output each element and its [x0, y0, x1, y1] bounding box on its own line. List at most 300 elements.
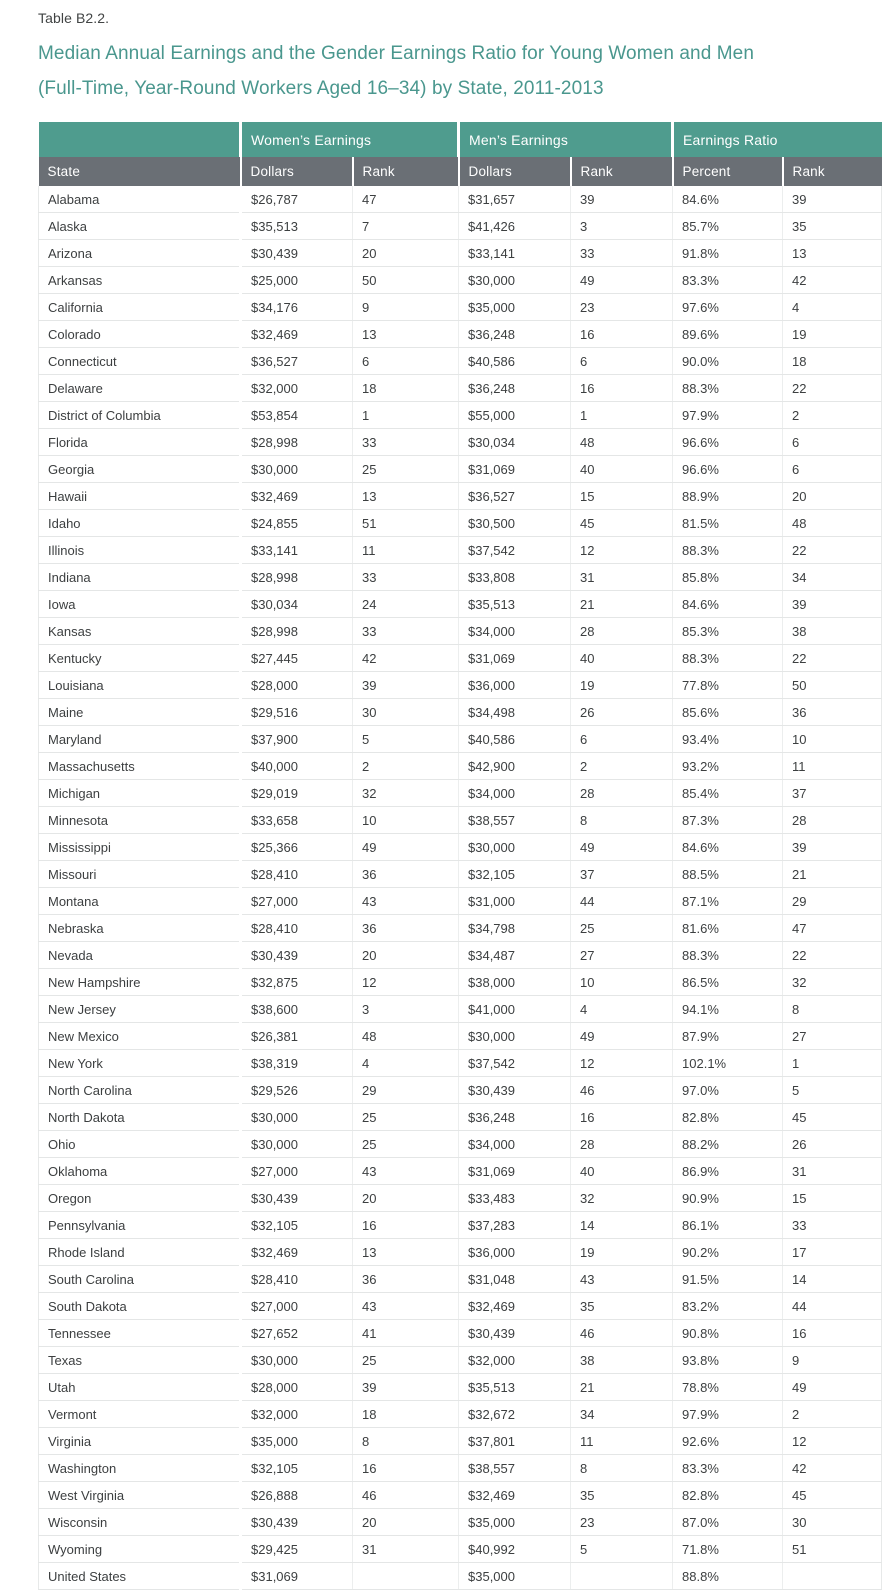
value-cell: $29,516	[241, 699, 353, 726]
value-cell: 39	[783, 591, 882, 618]
column-header-percent-5: Percent	[673, 157, 783, 186]
value-cell: 35	[783, 213, 882, 240]
table-row-vermont	[39, 1401, 882, 1428]
value-cell: 13	[353, 483, 459, 510]
value-cell: $32,105	[241, 1455, 353, 1482]
value-cell: 6	[571, 348, 673, 375]
value-cell: 13	[353, 321, 459, 348]
value-cell: 51	[353, 510, 459, 537]
table-row-connecticut	[39, 348, 882, 375]
value-cell: 44	[571, 888, 673, 915]
value-cell: $34,487	[459, 942, 571, 969]
state-cell: New Mexico	[39, 1023, 241, 1050]
value-cell: 6	[783, 429, 882, 456]
state-cell: New Jersey	[39, 996, 241, 1023]
value-cell: $34,498	[459, 699, 571, 726]
value-cell: 82.8%	[673, 1104, 783, 1131]
value-cell: 92.6%	[673, 1428, 783, 1455]
state-cell: Maryland	[39, 726, 241, 753]
value-cell: $29,526	[241, 1077, 353, 1104]
value-cell: 8	[353, 1428, 459, 1455]
value-cell: 9	[783, 1347, 882, 1374]
value-cell: $32,875	[241, 969, 353, 996]
value-cell: $30,034	[459, 429, 571, 456]
table-row-new-hampshire	[39, 969, 882, 996]
value-cell: 38	[571, 1347, 673, 1374]
value-cell: 50	[353, 267, 459, 294]
value-cell: 42	[783, 1455, 882, 1482]
state-cell: Texas	[39, 1347, 241, 1374]
state-cell: Iowa	[39, 591, 241, 618]
value-cell: $35,000	[459, 1563, 571, 1590]
value-cell: $33,141	[241, 537, 353, 564]
value-cell: 37	[571, 861, 673, 888]
value-cell: 22	[783, 942, 882, 969]
value-cell: $32,672	[459, 1401, 571, 1428]
table-row-north-carolina	[39, 1077, 882, 1104]
value-cell: 25	[353, 1131, 459, 1158]
value-cell: 31	[783, 1158, 882, 1185]
table-row-maine	[39, 699, 882, 726]
value-cell: 89.6%	[673, 321, 783, 348]
value-cell: 96.6%	[673, 456, 783, 483]
value-cell: 4	[353, 1050, 459, 1077]
state-cell: Montana	[39, 888, 241, 915]
value-cell: 27	[783, 1023, 882, 1050]
value-cell: $28,998	[241, 618, 353, 645]
value-cell: 25	[353, 456, 459, 483]
value-cell: 16	[571, 375, 673, 402]
value-cell: $38,319	[241, 1050, 353, 1077]
value-cell: $30,000	[459, 267, 571, 294]
value-cell: $27,000	[241, 888, 353, 915]
value-cell: 83.3%	[673, 1455, 783, 1482]
value-cell: 14	[571, 1212, 673, 1239]
page-title-line2: (Full-Time, Year-Round Workers Aged 16–34) by State, 2011-2013	[38, 78, 604, 99]
value-cell: 48	[783, 510, 882, 537]
value-cell: 17	[783, 1239, 882, 1266]
state-cell: Oklahoma	[39, 1158, 241, 1185]
value-cell: $36,248	[459, 321, 571, 348]
value-cell: $33,141	[459, 240, 571, 267]
column-header-dollars-1: Dollars	[241, 157, 353, 186]
value-cell: $24,855	[241, 510, 353, 537]
column-header-row	[39, 157, 882, 186]
value-cell: $37,801	[459, 1428, 571, 1455]
value-cell: $28,000	[241, 1374, 353, 1401]
value-cell: 97.9%	[673, 1401, 783, 1428]
value-cell: 81.5%	[673, 510, 783, 537]
state-cell: Kansas	[39, 618, 241, 645]
value-cell: $28,998	[241, 564, 353, 591]
state-cell: Georgia	[39, 456, 241, 483]
value-cell: 36	[353, 1266, 459, 1293]
table-row-florida	[39, 429, 882, 456]
value-cell: $30,439	[459, 1077, 571, 1104]
value-cell: $30,439	[241, 240, 353, 267]
value-cell: 28	[783, 807, 882, 834]
value-cell: $55,000	[459, 402, 571, 429]
table-row-pennsylvania	[39, 1212, 882, 1239]
group-header-men-s-earnings: Men’s Earnings	[459, 122, 673, 157]
table-row-rhode-island	[39, 1239, 882, 1266]
table-row-arizona	[39, 240, 882, 267]
state-cell: Arkansas	[39, 267, 241, 294]
value-cell: $34,000	[459, 618, 571, 645]
value-cell: 23	[571, 294, 673, 321]
value-cell: 45	[783, 1104, 882, 1131]
value-cell: 41	[353, 1320, 459, 1347]
value-cell: 16	[783, 1320, 882, 1347]
table-row-idaho	[39, 510, 882, 537]
value-cell: 50	[783, 672, 882, 699]
value-cell: $35,000	[241, 1428, 353, 1455]
value-cell: 49	[571, 834, 673, 861]
table-row-nebraska	[39, 915, 882, 942]
state-cell: California	[39, 294, 241, 321]
value-cell: $40,586	[459, 726, 571, 753]
value-cell: $38,000	[459, 969, 571, 996]
value-cell: 18	[353, 1401, 459, 1428]
value-cell: 46	[571, 1077, 673, 1104]
value-cell: $32,000	[459, 1347, 571, 1374]
table-row-united-states	[39, 1563, 882, 1590]
value-cell: 49	[783, 1374, 882, 1401]
value-cell: 20	[353, 942, 459, 969]
value-cell: $25,000	[241, 267, 353, 294]
value-cell: 8	[783, 996, 882, 1023]
table-row-massachusetts	[39, 753, 882, 780]
value-cell: 43	[571, 1266, 673, 1293]
state-cell: Nebraska	[39, 915, 241, 942]
value-cell: 12	[571, 1050, 673, 1077]
value-cell: $34,000	[459, 780, 571, 807]
value-cell: 97.0%	[673, 1077, 783, 1104]
value-cell: $27,445	[241, 645, 353, 672]
state-cell: Tennessee	[39, 1320, 241, 1347]
value-cell: 90.9%	[673, 1185, 783, 1212]
value-cell: $30,500	[459, 510, 571, 537]
value-cell: 6	[353, 348, 459, 375]
value-cell: $32,105	[241, 1212, 353, 1239]
value-cell: 10	[571, 969, 673, 996]
value-cell: 87.0%	[673, 1509, 783, 1536]
table-row-arkansas	[39, 267, 882, 294]
value-cell: $31,069	[459, 645, 571, 672]
value-cell: 19	[571, 1239, 673, 1266]
value-cell: 71.8%	[673, 1536, 783, 1563]
value-cell: 33	[571, 240, 673, 267]
value-cell: 45	[571, 510, 673, 537]
value-cell: 84.6%	[673, 186, 783, 213]
value-cell: 4	[571, 996, 673, 1023]
table-row-oregon	[39, 1185, 882, 1212]
value-cell: 39	[353, 1374, 459, 1401]
value-cell: 96.6%	[673, 429, 783, 456]
value-cell: 28	[571, 780, 673, 807]
value-cell: $38,600	[241, 996, 353, 1023]
state-cell: Oregon	[39, 1185, 241, 1212]
value-cell: 90.0%	[673, 348, 783, 375]
value-cell: 84.6%	[673, 591, 783, 618]
table-row-maryland	[39, 726, 882, 753]
value-cell: 35	[571, 1293, 673, 1320]
value-cell: 1	[783, 1050, 882, 1077]
value-cell: $31,069	[459, 456, 571, 483]
state-cell: New York	[39, 1050, 241, 1077]
value-cell: 97.6%	[673, 294, 783, 321]
state-cell: Pennsylvania	[39, 1212, 241, 1239]
value-cell: 9	[353, 294, 459, 321]
value-cell: $36,000	[459, 672, 571, 699]
value-cell: 30	[783, 1509, 882, 1536]
value-cell: $40,000	[241, 753, 353, 780]
table-row-montana	[39, 888, 882, 915]
value-cell: 2	[353, 753, 459, 780]
value-cell: 40	[571, 1158, 673, 1185]
value-cell: 16	[571, 1104, 673, 1131]
value-cell: 8	[571, 807, 673, 834]
value-cell: $27,000	[241, 1158, 353, 1185]
value-cell: 2	[783, 402, 882, 429]
value-cell: $41,426	[459, 213, 571, 240]
state-cell: South Dakota	[39, 1293, 241, 1320]
value-cell: 88.5%	[673, 861, 783, 888]
group-header-earnings-ratio: Earnings Ratio	[673, 122, 882, 157]
value-cell: $36,248	[459, 375, 571, 402]
value-cell: 81.6%	[673, 915, 783, 942]
value-cell: $25,366	[241, 834, 353, 861]
value-cell: $28,410	[241, 915, 353, 942]
value-cell: $28,998	[241, 429, 353, 456]
value-cell: $28,410	[241, 861, 353, 888]
value-cell: 37	[783, 780, 882, 807]
value-cell: 43	[353, 1293, 459, 1320]
value-cell: 83.3%	[673, 267, 783, 294]
state-cell: Ohio	[39, 1131, 241, 1158]
value-cell: $32,000	[241, 375, 353, 402]
value-cell: $29,425	[241, 1536, 353, 1563]
group-header-women-s-earnings: Women’s Earnings	[241, 122, 459, 157]
value-cell: 30	[353, 699, 459, 726]
state-cell: Idaho	[39, 510, 241, 537]
state-cell: Utah	[39, 1374, 241, 1401]
value-cell: $31,069	[241, 1563, 353, 1590]
column-header-rank-6: Rank	[783, 157, 882, 186]
value-cell: $36,000	[459, 1239, 571, 1266]
value-cell: 40	[571, 645, 673, 672]
value-cell: 78.8%	[673, 1374, 783, 1401]
value-cell	[353, 1563, 459, 1590]
value-cell: $28,000	[241, 672, 353, 699]
value-cell: 11	[571, 1428, 673, 1455]
value-cell: 25	[571, 915, 673, 942]
value-cell: 49	[571, 267, 673, 294]
value-cell: 91.8%	[673, 240, 783, 267]
column-header-rank-2: Rank	[353, 157, 459, 186]
value-cell: 4	[783, 294, 882, 321]
table-row-alaska	[39, 213, 882, 240]
table-row-new-jersey	[39, 996, 882, 1023]
value-cell: 87.3%	[673, 807, 783, 834]
value-cell: $35,513	[459, 591, 571, 618]
value-cell: 2	[783, 1401, 882, 1428]
value-cell: 93.8%	[673, 1347, 783, 1374]
value-cell: 51	[783, 1536, 882, 1563]
value-cell: 22	[783, 537, 882, 564]
value-cell: 21	[783, 861, 882, 888]
value-cell: $37,283	[459, 1212, 571, 1239]
value-cell: 39	[783, 834, 882, 861]
value-cell: $34,798	[459, 915, 571, 942]
value-cell: 19	[783, 321, 882, 348]
value-cell: 8	[571, 1455, 673, 1482]
value-cell: $30,439	[241, 942, 353, 969]
value-cell: 23	[571, 1509, 673, 1536]
value-cell: 43	[353, 1158, 459, 1185]
value-cell: 29	[783, 888, 882, 915]
value-cell: 39	[353, 672, 459, 699]
state-cell: Nevada	[39, 942, 241, 969]
value-cell: $38,557	[459, 807, 571, 834]
value-cell: 94.1%	[673, 996, 783, 1023]
value-cell: 88.3%	[673, 375, 783, 402]
value-cell: 18	[783, 348, 882, 375]
value-cell: $32,105	[459, 861, 571, 888]
table-row-washington	[39, 1455, 882, 1482]
value-cell: $32,469	[459, 1293, 571, 1320]
value-cell: 31	[353, 1536, 459, 1563]
state-cell: South Carolina	[39, 1266, 241, 1293]
value-cell: 36	[353, 915, 459, 942]
state-cell: Massachusetts	[39, 753, 241, 780]
table-row-kansas	[39, 618, 882, 645]
value-cell: 3	[353, 996, 459, 1023]
value-cell: $26,381	[241, 1023, 353, 1050]
value-cell: $30,000	[459, 834, 571, 861]
state-cell: Maine	[39, 699, 241, 726]
value-cell: $30,439	[241, 1509, 353, 1536]
table-row-utah	[39, 1374, 882, 1401]
value-cell: $36,248	[459, 1104, 571, 1131]
value-cell: 45	[783, 1482, 882, 1509]
value-cell: $37,542	[459, 1050, 571, 1077]
value-cell: $33,808	[459, 564, 571, 591]
page-title-line1: Median Annual Earnings and the Gender Earnings Ratio for Young Women and Men	[38, 43, 754, 64]
state-cell: Vermont	[39, 1401, 241, 1428]
value-cell: 82.8%	[673, 1482, 783, 1509]
value-cell: $29,019	[241, 780, 353, 807]
value-cell: $35,000	[459, 1509, 571, 1536]
value-cell: 85.8%	[673, 564, 783, 591]
value-cell: 90.2%	[673, 1239, 783, 1266]
value-cell: 88.9%	[673, 483, 783, 510]
column-header-dollars-3: Dollars	[459, 157, 571, 186]
value-cell: 87.1%	[673, 888, 783, 915]
value-cell: 88.8%	[673, 1563, 783, 1590]
table-row-indiana	[39, 564, 882, 591]
state-cell: Washington	[39, 1455, 241, 1482]
value-cell: $32,000	[241, 1401, 353, 1428]
value-cell: 2	[571, 753, 673, 780]
value-cell: 16	[353, 1455, 459, 1482]
value-cell: 90.8%	[673, 1320, 783, 1347]
value-cell: 22	[783, 645, 882, 672]
value-cell: $34,176	[241, 294, 353, 321]
state-cell: Illinois	[39, 537, 241, 564]
value-cell: 27	[571, 942, 673, 969]
state-cell: Colorado	[39, 321, 241, 348]
value-cell: $26,787	[241, 186, 353, 213]
value-cell: 88.3%	[673, 645, 783, 672]
value-cell: $30,439	[241, 1185, 353, 1212]
table-row-alabama	[39, 186, 882, 213]
value-cell: 25	[353, 1104, 459, 1131]
value-cell: 91.5%	[673, 1266, 783, 1293]
table-row-delaware	[39, 375, 882, 402]
value-cell: $27,652	[241, 1320, 353, 1347]
state-cell: Mississippi	[39, 834, 241, 861]
value-cell: 26	[571, 699, 673, 726]
value-cell: $35,513	[241, 213, 353, 240]
state-cell: New Hampshire	[39, 969, 241, 996]
value-cell: 46	[353, 1482, 459, 1509]
state-cell: Arizona	[39, 240, 241, 267]
value-cell: $32,469	[241, 483, 353, 510]
value-cell: 11	[783, 753, 882, 780]
state-cell: Alabama	[39, 186, 241, 213]
value-cell: 102.1%	[673, 1050, 783, 1077]
table-row-new-mexico	[39, 1023, 882, 1050]
value-cell: $30,034	[241, 591, 353, 618]
table-row-district-of-columbia	[39, 402, 882, 429]
table-row-tennessee	[39, 1320, 882, 1347]
table-row-south-carolina	[39, 1266, 882, 1293]
value-cell: 97.9%	[673, 402, 783, 429]
value-cell: 44	[783, 1293, 882, 1320]
value-cell: $38,557	[459, 1455, 571, 1482]
value-cell: 15	[783, 1185, 882, 1212]
value-cell: $34,000	[459, 1131, 571, 1158]
table-label: Table B2.2.	[38, 10, 110, 26]
value-cell: 7	[353, 213, 459, 240]
value-cell: 22	[783, 375, 882, 402]
value-cell: $30,000	[241, 1131, 353, 1158]
value-cell: 34	[571, 1401, 673, 1428]
value-cell: $30,439	[459, 1320, 571, 1347]
table-row-california	[39, 294, 882, 321]
value-cell: 42	[783, 267, 882, 294]
state-cell: Florida	[39, 429, 241, 456]
value-cell: $41,000	[459, 996, 571, 1023]
table-row-colorado	[39, 321, 882, 348]
state-cell: Missouri	[39, 861, 241, 888]
value-cell: $30,000	[241, 1347, 353, 1374]
value-cell: 10	[353, 807, 459, 834]
page-title	[38, 36, 881, 106]
table-row-hawaii	[39, 483, 882, 510]
value-cell: 20	[353, 240, 459, 267]
value-cell: 12	[571, 537, 673, 564]
value-cell: $40,586	[459, 348, 571, 375]
value-cell: 14	[783, 1266, 882, 1293]
value-cell: $33,658	[241, 807, 353, 834]
value-cell: $35,000	[459, 294, 571, 321]
state-cell: Indiana	[39, 564, 241, 591]
value-cell: 86.9%	[673, 1158, 783, 1185]
value-cell: 21	[571, 1374, 673, 1401]
value-cell: 32	[353, 780, 459, 807]
